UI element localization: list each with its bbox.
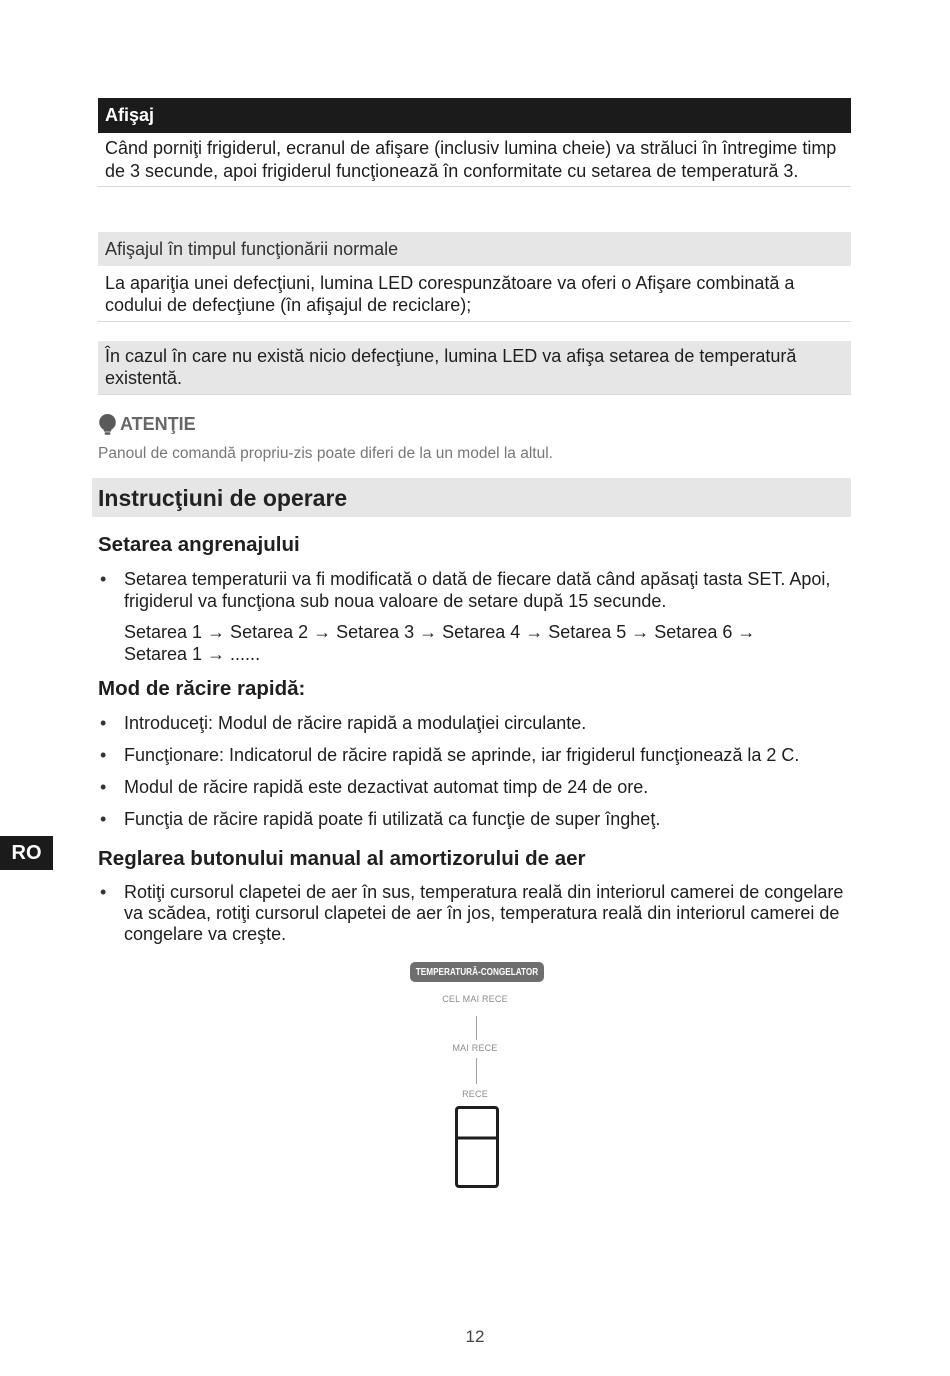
fridge-icon xyxy=(453,1104,501,1191)
fast-cooling-bullet-1 xyxy=(98,712,851,734)
air-damper-heading: Reglarea butonului manual al amortizorului de aer xyxy=(98,847,586,870)
setting-sequence-line-1: Setarea 1 → Setarea 2 → Setarea 3 → Setarea 4 → Setarea 5 → Setarea 6 → xyxy=(124,622,756,642)
fast-cooling-bullet-text: Funcţionare: Indicatorul de răcire rapidă se aprinde, iar frigiderul funcţionează la 2 C. xyxy=(124,745,800,765)
level-cold: RECE xyxy=(462,1089,488,1099)
fault-display-paragraph: La apariţia unei defecţiuni, lumina LED corespunzătoare va oferi o Afişare combinată a codului de defecţiune (în afişajul de reciclare); xyxy=(98,272,851,322)
freezer-temperature-label xyxy=(410,962,544,982)
scale-connector-line xyxy=(476,1016,477,1040)
display-intro-paragraph: Când porniţi frigiderul, ecranul de afişare (inclusiv lumina cheie) va străluci în întregime timp de 3 secunde, apoi frigiderul funcţionează în conformitate cu setarea de temperatură 3. xyxy=(98,137,851,187)
gear-setting-bullet xyxy=(98,568,851,612)
air-damper-bullet-text: Rotiţi cursorul clapetei de aer în sus, temperatura reală din interiorul camerei de congelare va scădea, rotiţi cursorul clapetei de aer în jos, temperatura reală din interiorul camerei de congelare va creşte. xyxy=(124,882,844,944)
display-section-header xyxy=(98,98,851,133)
setting-sequence xyxy=(124,622,851,665)
language-tab: RO xyxy=(0,836,53,870)
fast-cooling-bullet-3 xyxy=(98,776,851,798)
fast-cooling-bullet-text: Funcţia de răcire rapidă poate fi utilizată ca funcţie de super îngheţ. xyxy=(124,809,661,829)
level-colder: MAI RECE xyxy=(452,1043,498,1053)
scale-connector-line xyxy=(476,1058,477,1084)
gear-setting-heading: Setarea angrenajului xyxy=(98,533,300,556)
lightbulb-icon xyxy=(98,414,117,435)
setting-sequence-line-2: Setarea 1 → ...... xyxy=(124,643,261,664)
air-damper-bullet xyxy=(98,882,851,945)
fast-cooling-bullet-4 xyxy=(98,808,851,830)
level-coldest: CEL MAI RECE xyxy=(442,994,508,1004)
caution-heading xyxy=(98,414,318,435)
gear-setting-bullet-text: Setarea temperaturii va fi modificată o dată de fiecare dată când apăsaţi tasta SET. Apoi, frigiderul va funcţiona sub noua valoare de setare după 15 secunde. xyxy=(124,569,831,611)
bullet-marker: • xyxy=(100,882,107,902)
operating-instructions-title: Instrucţiuni de operare xyxy=(92,478,851,517)
bullet-marker: • xyxy=(100,745,107,765)
bullet-marker: • xyxy=(100,777,107,797)
caution-note: Panoul de comandă propriu-zis poate diferi de la un model la altul. xyxy=(98,445,553,462)
fast-cooling-bullet-2 xyxy=(98,744,851,766)
page-number: 12 xyxy=(465,1327,485,1346)
normal-operation-heading: Afişajul în timpul funcţionării normale xyxy=(98,232,851,266)
bullet-marker: • xyxy=(100,569,107,589)
bullet-marker: • xyxy=(100,809,107,829)
no-fault-display-paragraph: În cazul în care nu există nicio defecţiune, lumina LED va afişa setarea de temperatură existentă. xyxy=(98,341,851,395)
bullet-marker: • xyxy=(100,713,107,733)
fast-cooling-heading: Mod de răcire rapidă: xyxy=(98,677,306,700)
caution-label: ATENŢIE xyxy=(120,414,196,434)
display-section-title: Afişaj xyxy=(105,105,155,125)
fast-cooling-bullet-text: Introduceţi: Modul de răcire rapidă a modulaţiei circulante. xyxy=(124,713,587,733)
freezer-temperature-label-text: TEMPERATURĂ-CONGELATOR xyxy=(415,966,539,978)
fast-cooling-bullet-text: Modul de răcire rapidă este dezactivat automat timp de 24 de ore. xyxy=(124,777,649,797)
fridge-body xyxy=(457,1108,498,1187)
